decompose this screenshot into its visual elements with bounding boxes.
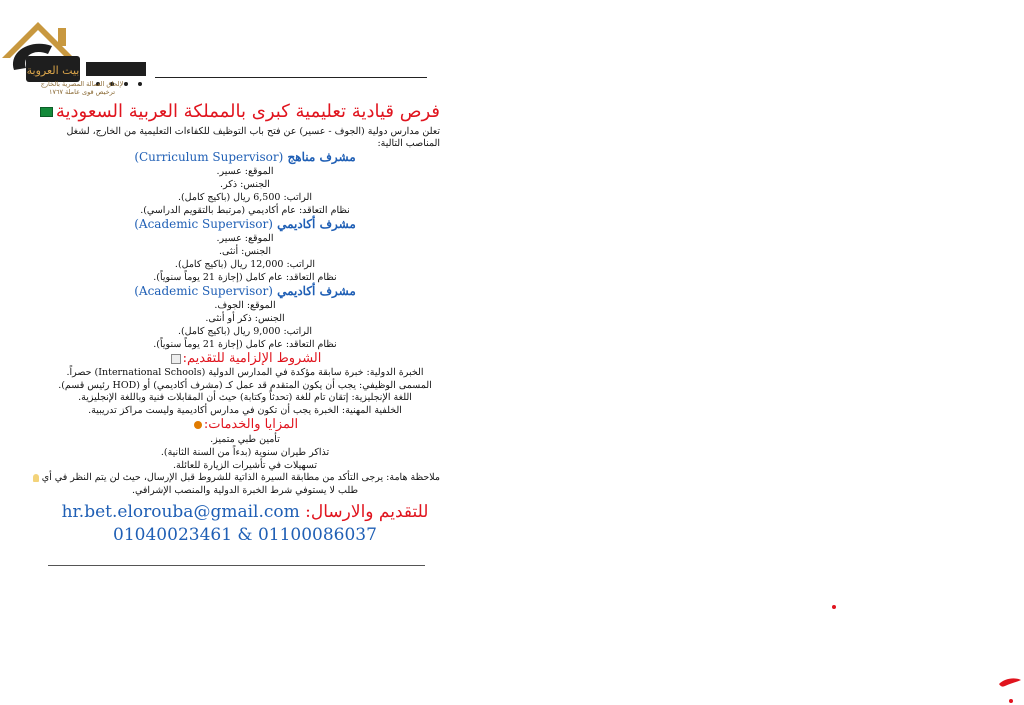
logo-caption-line1: لإلحاق العمالة المصرية بالخارج (40, 80, 124, 88)
position-title-ar: مشرف أكاديمي (277, 217, 356, 231)
decorative-dot (832, 605, 836, 609)
position-title-en: (Academic Supervisor) (134, 284, 273, 298)
benefits-heading (50, 417, 440, 433)
position-detail: نظام التعاقد: عام كامل (إجازة 21 يوماً سنوياً). (153, 339, 337, 350)
benefit-item: تسهيلات في تأشيرات الزيارة للعائلة. (172, 460, 317, 471)
lightbulb-icon (33, 474, 39, 482)
requirement-item: اللغة الإنجليزية: إتقان تام للغة (تحدثاً وكتابة) حيث أن المقابلات فنية وباللغة الإنجليزية. (78, 392, 412, 403)
important-note (41, 472, 440, 485)
position-detail: نظام التعاقد: عام أكاديمي (مرتبط بالتقويم الدراسي). (140, 205, 350, 216)
gift-icon (194, 421, 202, 429)
requirement-item: الخلفية المهنية: الخبرة يجب أن تكون في مدارس أكاديمية وليست مراكز تدريبية. (88, 404, 402, 416)
important-note-line1: ملاحظة هامة: يرجى التأكد من مطابقة السيرة الذاتية للشروط قبل الإرسال، حيث لن يتم النظر في أي (41, 472, 440, 483)
position-detail: الجنس: أنثى. (219, 246, 271, 257)
announcement-title-text: فرص قيادية تعليمية كبرى بالمملكة العربية السعودية (55, 101, 440, 122)
checklist-icon (171, 354, 181, 364)
position-detail: الراتب: 9,000 ريال (باكيج كامل). (177, 326, 313, 337)
position-detail: الراتب: 6,500 ريال (باكيج كامل). (177, 192, 313, 203)
position-title-ar: مشرف أكاديمي (277, 284, 356, 298)
requirement-item: المسمى الوظيفي: يجب أن يكون المتقدم قد عمل كـ (مشرف أكاديمي) أو (HOD رئيس قسم). (58, 379, 432, 391)
position-title-en: (Academic Supervisor) (134, 217, 273, 231)
announcement-intro: تعلن مدارس دولية (الجوف - عسير) عن فتح باب التوظيف للكفاءات التعليمية من الخارج، لشغل المناصب التالية: (66, 126, 440, 149)
position-detail: الجنس: ذكر. (220, 179, 270, 190)
position-detail: الموقع: عسير. (216, 166, 274, 177)
saudi-flag-icon (40, 107, 53, 117)
position-title-ar: مشرف مناهج (287, 150, 356, 164)
corner-watermark-icon (997, 674, 1024, 705)
position-detail: الراتب: 12,000 ريال (باكيج كامل). (174, 259, 316, 270)
position-title (50, 150, 440, 165)
benefits-heading-text: المزايا والخدمات: (203, 417, 299, 432)
requirement-item: الخبرة الدولية: خبرة سابقة مؤكدة في المدارس الدولية (International Schools) حصراً. (66, 367, 424, 378)
important-note-line2: طلب لا يستوفي شرط الخبرة الدولية والمنصب الإشرافي. (131, 484, 359, 496)
apply-label: للتقديم والارسال: (305, 502, 429, 522)
announcement-title (50, 100, 440, 124)
benefit-item: تذاكر طيران سنوية (بدءاً من السنة الثانية). (160, 447, 330, 458)
contact-phones: 01040023461 & 01100086037 (113, 525, 377, 545)
header-divider (155, 77, 427, 78)
apply-email-link[interactable]: hr.bet.elorouba@gmail.com (61, 502, 300, 522)
benefit-item: تأمين طبي متميز. (210, 434, 280, 445)
footer-divider (48, 565, 425, 566)
position-title (50, 217, 440, 232)
logo-caption-line2: ترخيص قوى عاملة ١٧٦٧ (48, 88, 116, 96)
position-title (50, 284, 440, 299)
logo-brand-text: بيت العروبة (26, 64, 80, 77)
position-detail: الجنس: ذكر أو أنثى. (205, 313, 285, 324)
requirements-heading (50, 351, 440, 367)
position-detail: الموقع: عسير. (216, 233, 274, 244)
logo-caption (22, 80, 142, 96)
position-title-en: (Curriculum Supervisor) (134, 150, 284, 164)
position-detail: الموقع: الجوف. (214, 300, 276, 311)
job-announcement (41, 100, 440, 547)
requirements-heading-text: الشروط الإلزامية للتقديم: (182, 351, 322, 366)
apply-line (50, 501, 440, 523)
position-detail: نظام التعاقد: عام كامل (إجازة 21 يوماً سنوياً). (153, 272, 337, 283)
